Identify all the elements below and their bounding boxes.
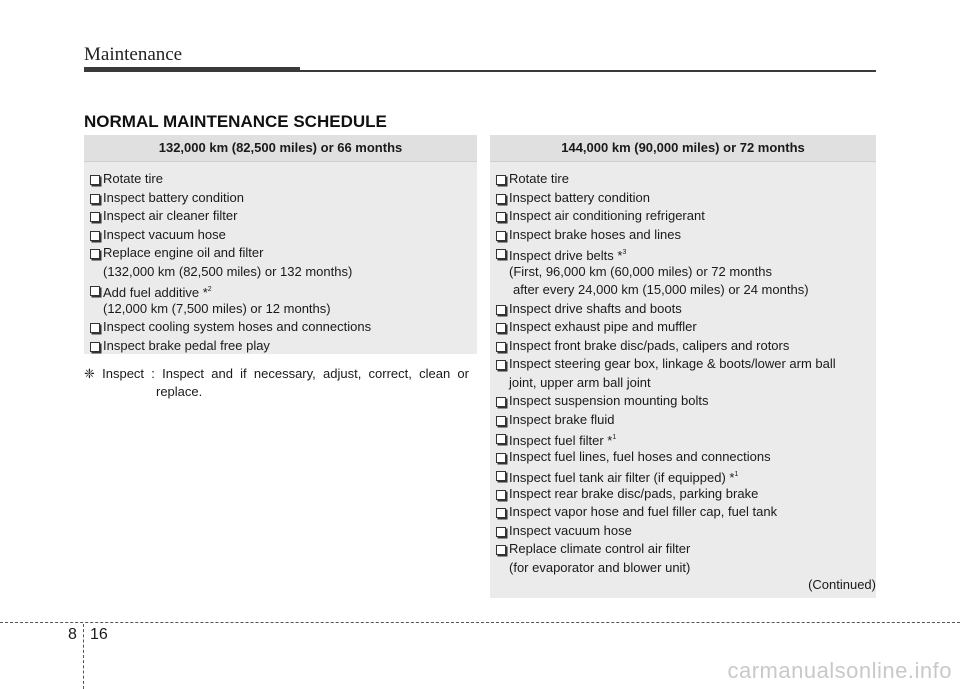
schedule-item-text: (First, 96,000 km (60,000 miles) or 72 months bbox=[509, 263, 772, 279]
footnote-marker: 2 bbox=[207, 286, 212, 293]
footnote-marker: 1 bbox=[734, 471, 739, 478]
checkbox-icon bbox=[496, 249, 506, 259]
schedule-item-text: (for evaporator and blower unit) bbox=[509, 559, 691, 575]
schedule-item bbox=[490, 466, 876, 485]
checkbox-icon bbox=[90, 342, 100, 352]
header-rule-thin bbox=[300, 70, 876, 72]
schedule-item-text: Inspect vapor hose and fuel filler cap, fuel tank bbox=[509, 504, 778, 519]
schedule-item bbox=[490, 355, 876, 374]
schedule-item-text: Inspect fuel lines, fuel hoses and connections bbox=[509, 448, 771, 464]
schedule-item bbox=[490, 540, 876, 559]
schedule-item-text: Inspect battery condition bbox=[103, 189, 244, 205]
checkbox-icon bbox=[496, 323, 506, 333]
schedule-panel-132000 bbox=[84, 135, 477, 354]
schedule-item-detail bbox=[84, 263, 477, 282]
checkbox-icon bbox=[496, 471, 506, 481]
schedule-item-text: (132,000 km (82,500 miles) or 132 months) bbox=[103, 263, 353, 279]
note-word: and bbox=[211, 366, 233, 381]
schedule-item-text: Inspect front brake disc/pads, calipers and rotors bbox=[509, 337, 790, 353]
checkbox-icon bbox=[496, 453, 506, 463]
checkbox-icon bbox=[496, 305, 506, 315]
page-number: 16 bbox=[90, 626, 108, 643]
schedule-item bbox=[490, 522, 876, 541]
schedule-item bbox=[490, 244, 876, 263]
schedule-item-text: after every 24,000 km (15,000 miles) or 24 months) bbox=[513, 282, 809, 297]
schedule-item-text: joint, upper arm ball joint bbox=[509, 374, 651, 390]
schedule-item-text: Inspect vacuum hose bbox=[103, 226, 226, 242]
panel-item-list bbox=[490, 162, 876, 577]
schedule-item bbox=[84, 226, 477, 245]
schedule-item bbox=[84, 337, 477, 356]
schedule-item-text: Inspect air cleaner filter bbox=[103, 208, 238, 223]
section-title: NORMAL MAINTENANCE SCHEDULE bbox=[84, 112, 387, 131]
panel-heading: 132,000 km (82,500 miles) or 66 months bbox=[84, 135, 477, 162]
schedule-item bbox=[490, 189, 876, 208]
checkbox-icon bbox=[496, 527, 506, 537]
schedule-item-text: Inspect brake hoses and lines bbox=[509, 226, 681, 242]
schedule-item-detail bbox=[84, 300, 477, 319]
footer-divider bbox=[0, 622, 960, 623]
schedule-item bbox=[490, 411, 876, 430]
note-word: Inspect bbox=[102, 366, 145, 381]
schedule-item bbox=[490, 170, 876, 189]
schedule-item bbox=[84, 189, 477, 208]
footnote-marker: 3 bbox=[622, 249, 627, 256]
header-rule-thick bbox=[84, 67, 300, 72]
schedule-item-text: Inspect drive belts * bbox=[509, 248, 623, 263]
checkbox-icon bbox=[90, 323, 100, 333]
checkbox-icon bbox=[496, 175, 506, 185]
note-word: Inspect bbox=[162, 366, 205, 381]
note-line-1 bbox=[84, 365, 469, 383]
panel-item-list bbox=[84, 162, 477, 355]
schedule-item-text: Inspect vacuum hose bbox=[509, 522, 632, 538]
schedule-item-text: Inspect fuel filter * bbox=[509, 433, 613, 448]
schedule-item-text: Inspect drive shafts and boots bbox=[509, 300, 682, 316]
schedule-item bbox=[490, 207, 876, 226]
note-word: if bbox=[240, 366, 247, 381]
checkbox-icon bbox=[496, 342, 506, 352]
checkbox-icon bbox=[496, 231, 506, 241]
schedule-item-text: Rotate tire bbox=[103, 171, 163, 186]
checkbox-icon bbox=[496, 397, 506, 407]
schedule-item-detail bbox=[490, 263, 876, 282]
note-word: or bbox=[457, 366, 469, 381]
continued-label: (Continued) bbox=[808, 577, 876, 592]
schedule-item-text: Replace engine oil and filter bbox=[103, 245, 264, 260]
note-word: necessary, bbox=[253, 366, 316, 381]
schedule-item bbox=[490, 429, 876, 448]
checkbox-icon bbox=[496, 545, 506, 555]
schedule-item bbox=[490, 226, 876, 245]
schedule-item bbox=[490, 318, 876, 337]
checkbox-icon bbox=[496, 434, 506, 444]
checkbox-icon bbox=[496, 508, 506, 518]
checkbox-icon bbox=[90, 231, 100, 241]
schedule-item-text: Inspect brake pedal free play bbox=[103, 337, 270, 353]
schedule-item-text: (12,000 km (7,500 miles) or 12 months) bbox=[103, 300, 331, 316]
schedule-item bbox=[490, 337, 876, 356]
schedule-item-detail bbox=[490, 374, 876, 393]
checkbox-icon bbox=[496, 212, 506, 222]
schedule-item bbox=[84, 207, 477, 226]
checkbox-icon bbox=[90, 249, 100, 259]
checkbox-icon bbox=[90, 286, 100, 296]
schedule-item-text: Rotate tire bbox=[509, 171, 569, 186]
schedule-item bbox=[490, 392, 876, 411]
schedule-item bbox=[84, 170, 477, 189]
schedule-item-text: Inspect battery condition bbox=[509, 189, 650, 205]
panel-heading: 144,000 km (90,000 miles) or 72 months bbox=[490, 135, 876, 162]
schedule-item-text: Inspect fuel tank air filter (if equipped) * bbox=[509, 470, 735, 485]
schedule-item-text: Inspect steering gear box, linkage & boots/lower arm ball bbox=[509, 356, 836, 371]
chapter-number: 8 bbox=[68, 626, 77, 643]
schedule-item-text: Add fuel additive * bbox=[103, 285, 208, 300]
schedule-item bbox=[84, 244, 477, 263]
schedule-item bbox=[84, 318, 477, 337]
checkbox-icon bbox=[496, 194, 506, 204]
schedule-item-text: Inspect rear brake disc/pads, parking brake bbox=[509, 485, 759, 501]
note-word: clean bbox=[419, 366, 451, 381]
schedule-item bbox=[490, 300, 876, 319]
schedule-item bbox=[490, 503, 876, 522]
checkbox-icon bbox=[496, 360, 506, 370]
note-word: correct, bbox=[368, 366, 412, 381]
watermark-logo: carmanualsonline.info bbox=[727, 658, 952, 683]
schedule-item-text: Inspect suspension mounting bolts bbox=[509, 393, 709, 408]
checkbox-icon bbox=[90, 194, 100, 204]
footer-vertical-divider bbox=[83, 624, 84, 689]
schedule-item-text: Inspect exhaust pipe and muffler bbox=[509, 319, 697, 334]
footnote-marker: 1 bbox=[612, 434, 617, 441]
inspect-note bbox=[84, 365, 469, 401]
schedule-item-text: Inspect brake fluid bbox=[509, 411, 615, 427]
schedule-item-text: Inspect air conditioning refrigerant bbox=[509, 208, 705, 223]
schedule-item bbox=[84, 281, 477, 300]
note-word: adjust, bbox=[323, 366, 362, 381]
checkbox-icon bbox=[90, 212, 100, 222]
checkbox-icon bbox=[90, 175, 100, 185]
schedule-item-text: Inspect cooling system hoses and connections bbox=[103, 319, 372, 334]
schedule-panel-144000 bbox=[490, 135, 876, 598]
page-header-title: Maintenance bbox=[84, 44, 183, 65]
checkbox-icon bbox=[496, 416, 506, 426]
schedule-item-detail bbox=[490, 281, 876, 300]
checkbox-icon bbox=[496, 490, 506, 500]
note-line-2: replace. bbox=[156, 384, 203, 399]
note-word: : bbox=[151, 366, 155, 381]
schedule-item-detail bbox=[490, 559, 876, 578]
schedule-item bbox=[490, 485, 876, 504]
note-symbol-icon: ❈ bbox=[84, 366, 95, 381]
schedule-item-text: Replace climate control air filter bbox=[509, 541, 691, 556]
schedule-item bbox=[490, 448, 876, 467]
